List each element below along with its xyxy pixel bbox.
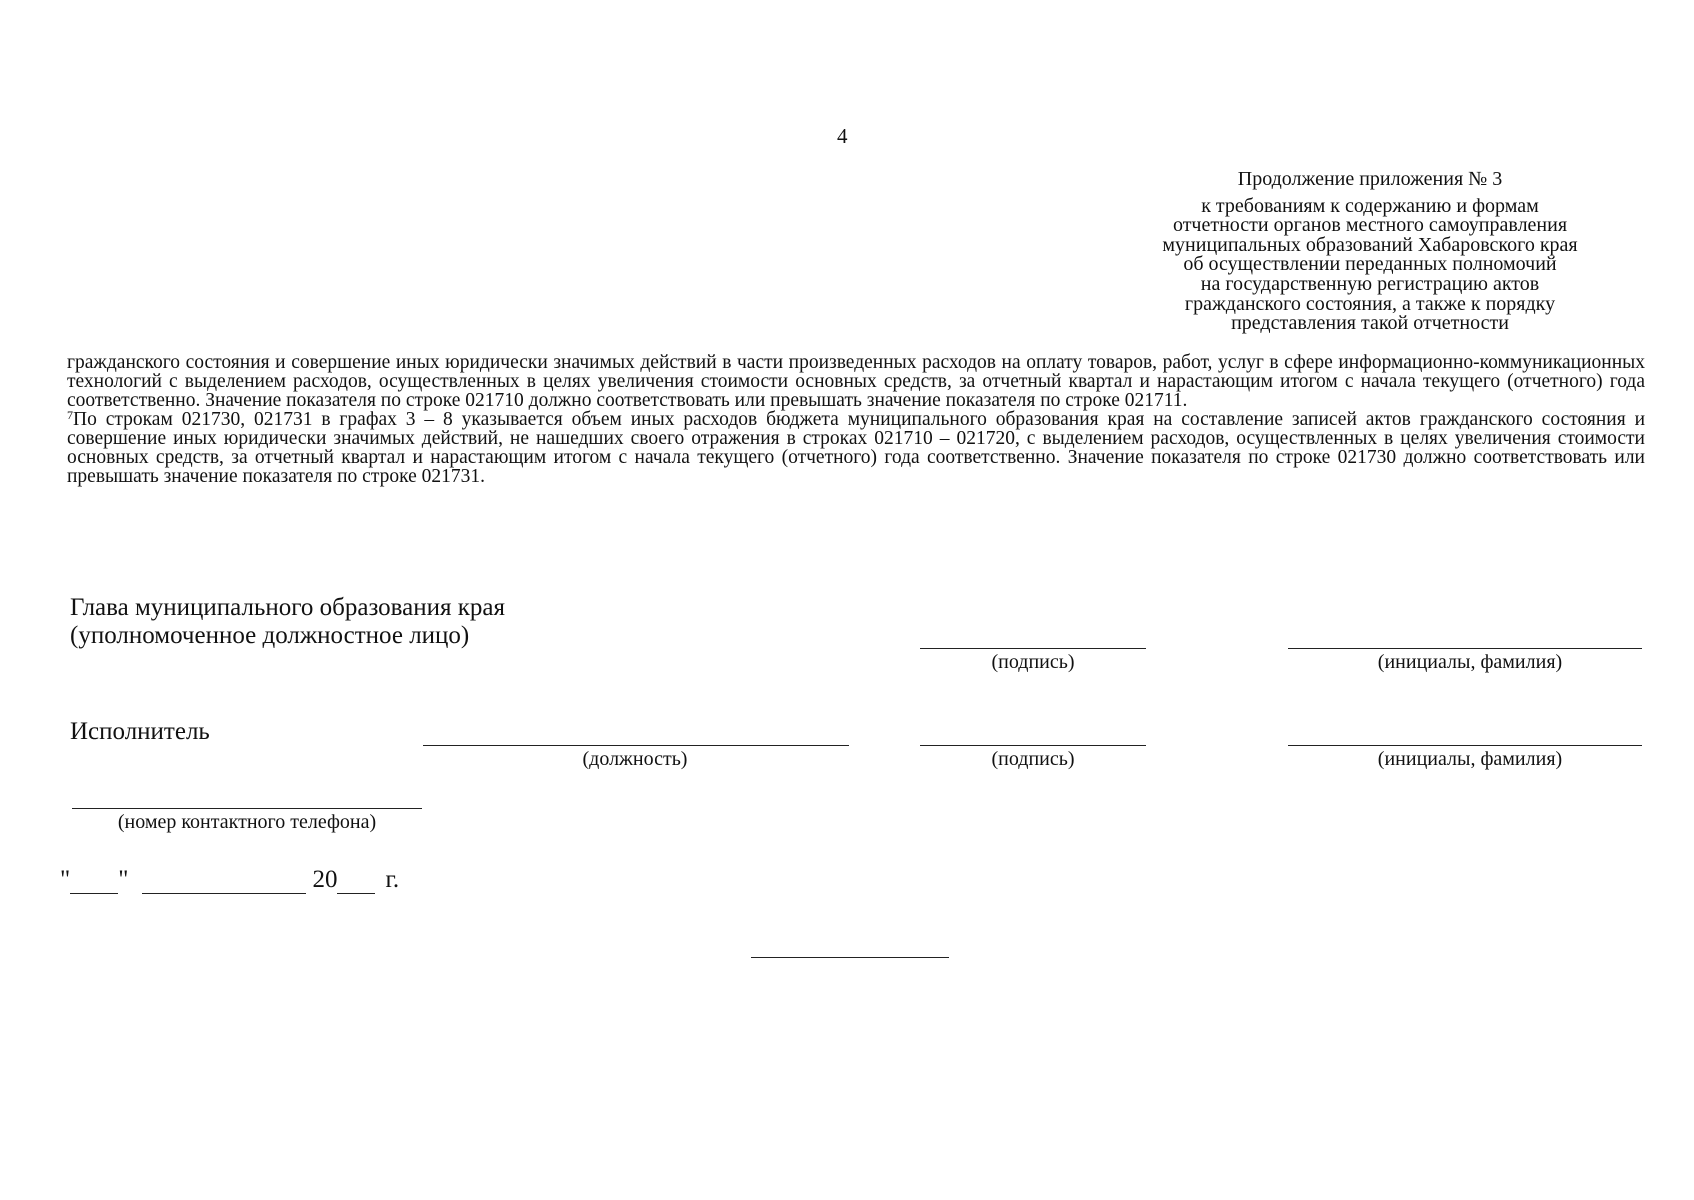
date-quote-open: "	[60, 866, 71, 893]
appendix-line: на государственную регистрацию актов	[1200, 272, 1540, 295]
executor-label: Исполнитель	[70, 718, 210, 745]
date-year-blank	[337, 871, 375, 894]
head-signature-line	[920, 648, 1146, 649]
head-label-line2: (уполномоченное должностное лицо)	[70, 622, 470, 649]
footnote-7-text: По строкам 021730, 021731 в графах 3 – 8 указывается объем иных расходов бюджета муниципального образования края на составление записей актов гражданского состояния и совершение иных юридически значимых действий, не нашедших своего отражения в строках 021710 – 021720, с выделением расходов, осуществленных в целях увеличения стоимости основных средств, за отчетный квартал и нарастающим итогом с начала текущего (отчетного) года соответственно. Значение показателя по строке 021730 должно соответствовать или превышать значение показателя по строке 021731.	[67, 409, 1645, 487]
date-day-blank	[70, 871, 118, 894]
page-number: 4	[837, 124, 848, 148]
footnote-marker: 7	[67, 408, 73, 422]
head-label-line1: Глава муниципального образования края	[70, 594, 505, 621]
appendix-line: отчетности органов местного самоуправления	[1172, 214, 1568, 237]
footnote-continuation: гражданского состояния и совершение иных юридически значимых действий в части произведенных расходов на оплату товаров, работ, услуг в сфере информационно-коммуникационных технологий с выделением расходов, осуществленных в целях увеличения стоимости основных средств, за отчетный квартал и нарастающим итогом с начала текущего (отчетного) года соответственно. Значение показателя по строке 021710 должно соответствовать или превышать значение показателя по строке 021711.	[67, 352, 1645, 411]
appendix-line: об осуществлении переданных полномочий	[1183, 253, 1557, 276]
footnotes	[67, 353, 1645, 486]
phone-line	[72, 808, 422, 809]
date-row	[60, 866, 399, 894]
executor-signature-caption: (подпись)	[991, 748, 1075, 770]
appendix-line: представления такой отчетности	[1231, 312, 1509, 335]
executor-name-line	[1288, 745, 1642, 746]
date-year-prefix: 20	[312, 866, 338, 893]
date-year-suffix: г.	[385, 866, 400, 893]
footnote-7	[67, 410, 1645, 486]
head-signature-caption: (подпись)	[991, 651, 1075, 673]
date-month-blank	[142, 871, 306, 894]
head-name-line	[1288, 648, 1642, 649]
executor-position-caption: (должность)	[582, 748, 688, 770]
appendix-line: муниципальных образований Хабаровского края	[1162, 233, 1578, 256]
executor-name-caption: (инициалы, фамилия)	[1377, 748, 1563, 770]
appendix-line: гражданского состояния, а также к порядку	[1184, 292, 1556, 315]
closing-divider	[751, 957, 949, 958]
phone-caption: (номер контактного телефона)	[117, 811, 377, 833]
head-label	[70, 594, 505, 650]
appendix-header	[1090, 170, 1650, 334]
date-quote-close: "	[118, 866, 129, 893]
executor-signature-line	[920, 745, 1146, 746]
executor-position-line	[423, 745, 849, 746]
appendix-title: Продолжение приложения № 3	[1237, 168, 1503, 190]
head-name-caption: (инициалы, фамилия)	[1377, 651, 1563, 673]
appendix-line: к требованиям к содержанию и формам	[1201, 194, 1539, 217]
